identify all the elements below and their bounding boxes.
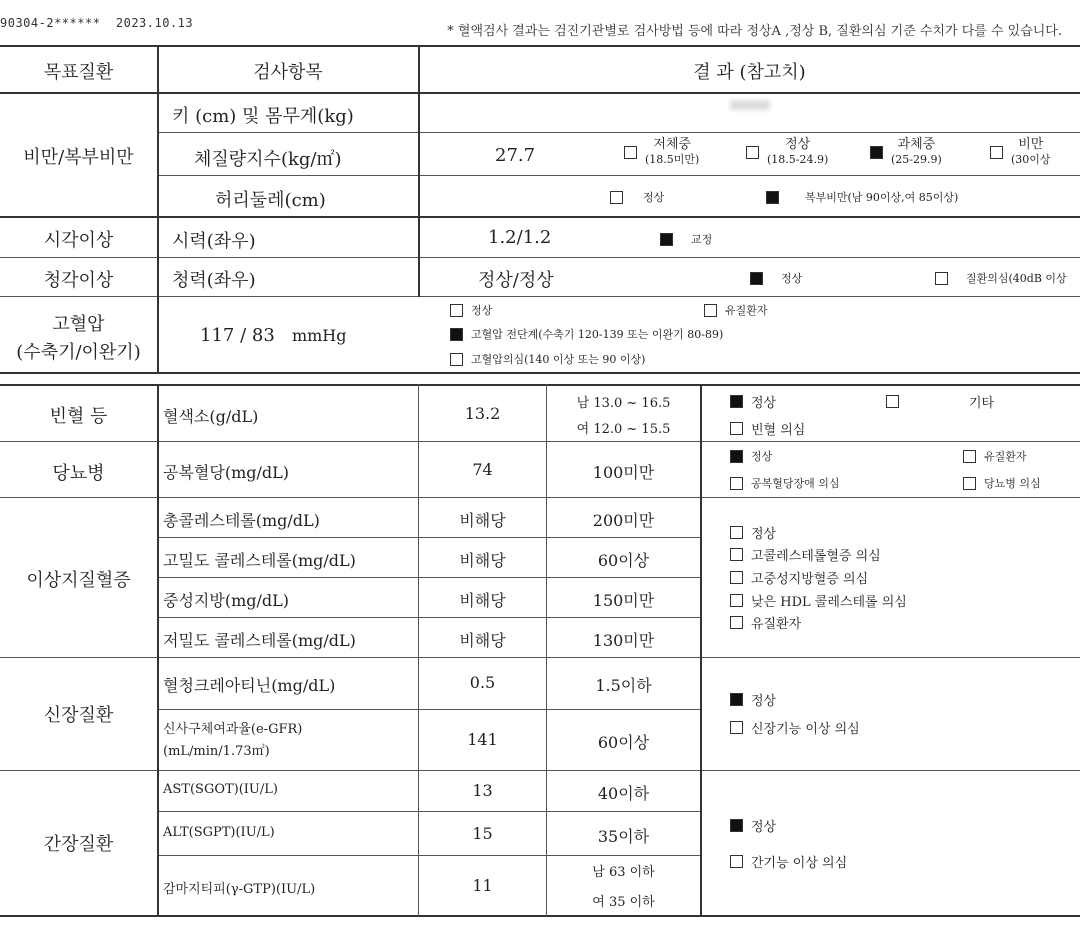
checkbox: [730, 571, 743, 584]
row-divider: [0, 296, 1080, 297]
anemia-option-normal: 정상: [730, 392, 776, 411]
checkbox: [730, 721, 743, 734]
liver-option-suspect: 간기능 이상 의심: [730, 852, 847, 871]
bp-option-patient: 유질환자: [704, 302, 768, 318]
checkbox: [704, 304, 717, 317]
checkbox: [730, 594, 743, 607]
col-header-disease: 목표질환: [43, 62, 114, 83]
disease-liver: 간장질환: [43, 834, 114, 855]
row-divider: [0, 441, 1080, 442]
checkbox: [730, 526, 743, 539]
table-top-border: [0, 45, 1080, 47]
bp-option-normal: 정상: [450, 302, 492, 318]
item-height-weight: 키 (cm) 및 몸무게(kg): [172, 106, 354, 127]
egfr-ref: 60이상: [597, 733, 650, 752]
redacted-value: [730, 100, 770, 110]
checkbox: [963, 477, 976, 490]
row-divider: [158, 132, 1080, 133]
total-cholesterol-value: 비해당: [459, 511, 506, 530]
checkbox: [610, 191, 623, 204]
item-ast: AST(SGOT)(IU/L): [163, 782, 278, 797]
row-divider: [0, 497, 1080, 498]
item-total-cholesterol: 총콜레스테롤(mg/dL): [163, 511, 320, 530]
lipid-option-hypertriglyceridemia: 고중성지방혈증 의심: [730, 568, 868, 587]
item-waist: 허리둘레(cm): [215, 190, 326, 211]
checkbox: [730, 855, 743, 868]
checked-box: [766, 191, 779, 204]
col-divider: [700, 384, 702, 916]
bp-value: 117 / 83 mmHg: [200, 325, 347, 346]
bmi-option-underweight: 저체중 (18.5미만): [624, 137, 699, 167]
diabetes-option-normal: 정상: [730, 448, 772, 464]
bmi-option-overweight: 과체중 (25-29.9): [870, 137, 942, 167]
diabetes-option-suspect: 당뇨병 의심: [963, 475, 1041, 491]
header-bottom-border: [0, 92, 1080, 94]
item-hdl: 고밀도 콜레스테롤(mg/dL): [163, 551, 356, 570]
checkbox: [450, 304, 463, 317]
bp-option-suspect: 고혈압의심(140 이상 또는 90 이상): [450, 351, 645, 367]
ggt-value: 11: [472, 876, 493, 895]
checked-box: [750, 272, 763, 285]
alt-value: 15: [472, 824, 493, 843]
checked-box: [870, 146, 883, 159]
item-egfr: 신사구체여과율(e-GFR): [163, 722, 303, 737]
bmi-option-obese: 비만 (30이상: [990, 137, 1051, 167]
hemoglobin-ref-female: 여 12.0 ~ 15.5: [576, 422, 671, 437]
checkbox: [746, 146, 759, 159]
checkbox: [935, 272, 948, 285]
liver-option-normal: 정상: [730, 816, 776, 835]
checked-box: [730, 450, 743, 463]
ast-value: 13: [472, 781, 493, 800]
vision-option-corrected: 교정: [660, 231, 712, 247]
checked-box: [730, 395, 743, 408]
table2-top-border: [0, 384, 1080, 386]
egfr-value: 141: [467, 730, 498, 749]
row-divider: [158, 537, 700, 538]
glucose-value: 74: [472, 460, 493, 479]
checkbox: [886, 395, 899, 408]
row-divider: [158, 855, 700, 856]
row-divider: [158, 577, 700, 578]
checkbox: [730, 422, 743, 435]
anemia-option-other: 기타: [886, 392, 994, 411]
bp-option-prehypertension: 고혈압 전단계(수축기 120-139 또는 이완기 80-89): [450, 326, 723, 342]
row-divider: [0, 770, 1080, 771]
item-alt: ALT(SGPT)(IU/L): [163, 825, 275, 840]
report-date: 2023.10.13: [115, 16, 194, 30]
hearing-option-suspect: 질환의심(40dB 이상: [935, 270, 1067, 286]
lipid-option-hypercholesterolemia: 고콜레스테롤혈증 의심: [730, 545, 881, 564]
hearing-value: 정상/정상: [478, 270, 554, 291]
ast-ref: 40이하: [597, 784, 650, 803]
record-header: [0, 16, 193, 30]
checked-box: [730, 819, 743, 832]
row-divider: [0, 257, 1080, 258]
disease-kidney: 신장질환: [43, 705, 114, 726]
item-hearing: 청력(좌우): [172, 270, 256, 291]
bmi-option-normal: 정상 (18.5-24.9): [746, 137, 828, 167]
triglyceride-value: 비해당: [459, 591, 506, 610]
hearing-option-normal: 정상: [750, 270, 802, 286]
checkbox: [450, 353, 463, 366]
ldl-ref: 130미만: [592, 631, 655, 650]
row-divider: [0, 657, 1080, 658]
disease-vision: 시각이상: [43, 230, 114, 251]
checked-box: [450, 328, 463, 341]
kidney-option-normal: 정상: [730, 690, 776, 709]
vision-value: 1.2/1.2: [488, 227, 552, 248]
item-ldl: 저밀도 콜레스테롤(mg/dL): [163, 631, 356, 650]
triglyceride-ref: 150미만: [592, 591, 655, 610]
ggt-ref-male: 남 63 이하: [592, 865, 655, 880]
ldl-value: 비해당: [459, 631, 506, 650]
row-divider: [0, 216, 1080, 218]
disease-hypertension: 고혈압: [52, 314, 105, 335]
anemia-option-suspect: 빈혈 의심: [730, 419, 805, 438]
hdl-ref: 60이상: [597, 551, 650, 570]
item-ggt: 감마지티피(γ-GTP)(IU/L): [163, 882, 316, 897]
waist-option-normal: 정상: [610, 189, 664, 205]
checkbox: [730, 548, 743, 561]
creatinine-ref: 1.5이하: [595, 676, 652, 695]
item-egfr-unit: (mL/min/1.73㎡): [163, 744, 270, 759]
item-fasting-glucose: 공복혈당(mg/dL): [163, 463, 289, 482]
checked-box: [660, 233, 673, 246]
waist-option-abdominal: 복부비만(남 90이상,여 85이상): [766, 189, 958, 205]
disease-anemia: 빈혈 등: [49, 406, 108, 427]
checkbox: [963, 450, 976, 463]
lipid-option-patient: 유질환자: [730, 613, 801, 632]
col-divider: [157, 45, 159, 373]
glucose-ref: 100미만: [592, 463, 655, 482]
disease-obesity: 비만/복부비만: [23, 147, 134, 168]
checkbox: [730, 477, 743, 490]
disease-dyslipidemia: 이상지질혈증: [26, 570, 131, 591]
col-header-result: 결 과 (참고치): [693, 62, 806, 83]
diabetes-option-patient: 유질환자: [963, 448, 1027, 464]
row-divider: [158, 617, 700, 618]
table-bottom-border: [0, 372, 1080, 374]
disease-diabetes: 당뇨병: [52, 463, 105, 484]
row-divider: [158, 175, 1080, 176]
checkbox: [624, 146, 637, 159]
disease-hearing: 청각이상: [43, 270, 114, 291]
alt-ref: 35이하: [597, 827, 650, 846]
checkbox: [730, 616, 743, 629]
table2-bottom-border: [0, 915, 1080, 917]
total-cholesterol-ref: 200미만: [592, 511, 655, 530]
hemoglobin-value: 13.2: [464, 404, 501, 423]
item-triglyceride: 중성지방(mg/dL): [163, 591, 289, 610]
disease-hypertension-sub: (수축기/이완기): [16, 342, 141, 363]
ggt-ref-female: 여 35 이하: [592, 895, 655, 910]
row-divider: [158, 709, 700, 710]
col-header-item: 검사항목: [253, 62, 323, 83]
checkbox: [990, 146, 1003, 159]
item-bmi: 체질량지수(kg/㎡): [194, 149, 342, 170]
item-creatinine: 혈청크레아티닌(mg/dL): [163, 676, 336, 695]
checked-box: [730, 693, 743, 706]
kidney-option-suspect: 신장기능 이상 의심: [730, 718, 860, 737]
item-hemoglobin: 혈색소(g/dL): [163, 407, 259, 426]
lipid-option-low-hdl: 낮은 HDL 콜레스테롤 의심: [730, 591, 907, 610]
creatinine-value: 0.5: [469, 673, 496, 692]
blood-test-notice: * 혈액검사 결과는 검진기관별로 검사방법 등에 따라 정상A ,정상 B, 질환의심 기준 수치가 다를 수 있습니다.: [447, 24, 1062, 39]
record-id: 90304-2******: [0, 16, 101, 30]
item-vision: 시력(좌우): [172, 231, 256, 252]
col-divider: [157, 384, 159, 916]
diabetes-option-ifg: 공복혈당장애 의심: [730, 475, 840, 491]
row-divider: [158, 811, 700, 812]
bmi-value: 27.7: [495, 145, 536, 166]
lipid-option-normal: 정상: [730, 523, 776, 542]
hemoglobin-ref-male: 남 13.0 ~ 16.5: [576, 396, 671, 411]
hdl-value: 비해당: [459, 551, 506, 570]
